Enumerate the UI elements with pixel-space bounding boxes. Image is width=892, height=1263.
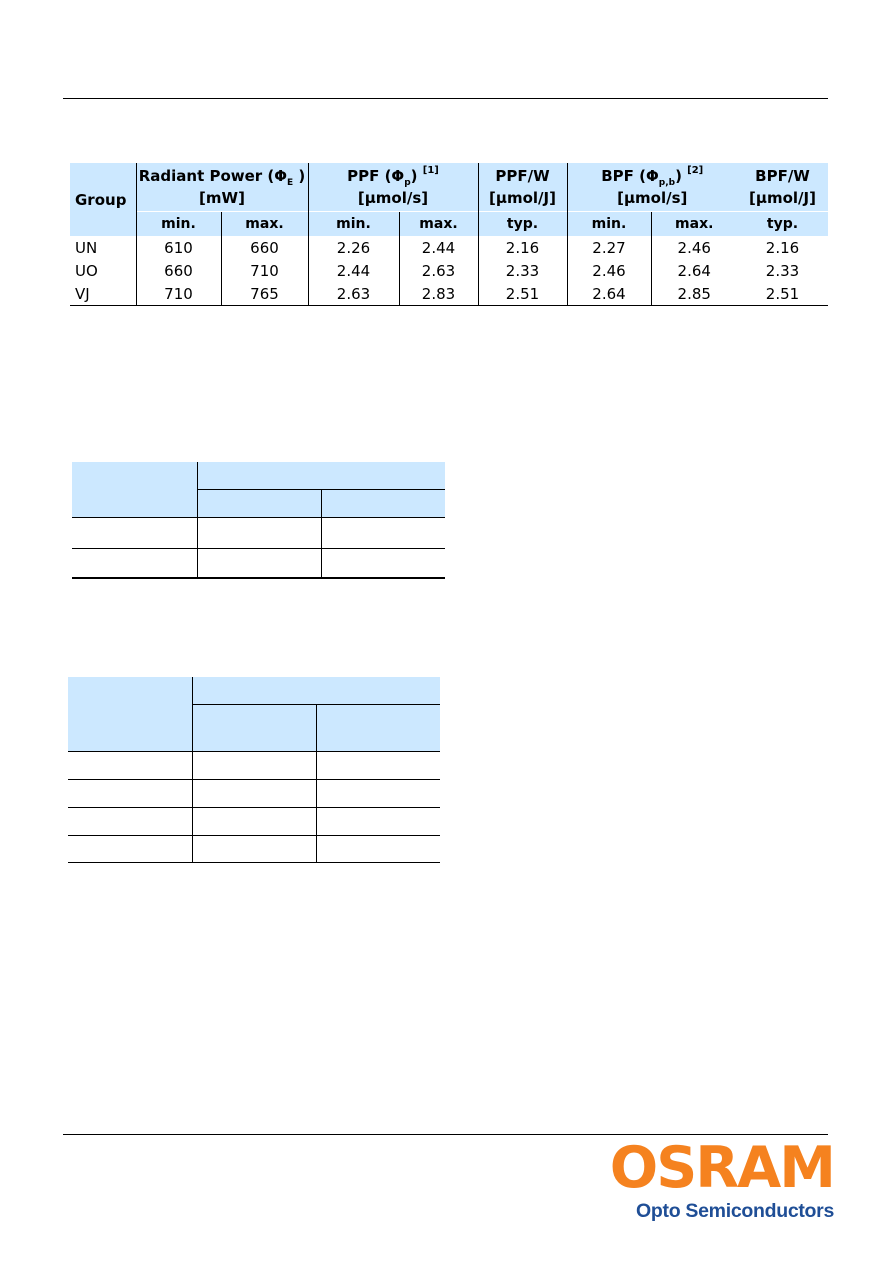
- table2-cell: [321, 518, 445, 549]
- table3-header-left: [68, 677, 192, 752]
- ppf-min-cell: 2.63: [308, 282, 399, 306]
- footnote-ref-2: [2]: [687, 165, 704, 176]
- brightness-groups-table: [70, 163, 828, 306]
- bpf-min-cell: 2.27: [567, 236, 651, 259]
- group-cell: UO: [75, 261, 98, 280]
- subheader-rp-max: max.: [221, 212, 308, 237]
- empty-table-2: [72, 462, 445, 579]
- table3-cell: [68, 752, 192, 780]
- osram-logo: [604, 1135, 834, 1228]
- subheader-ppf-max: max.: [399, 212, 478, 237]
- subheader-ppf-min: min.: [308, 212, 399, 237]
- table-row: [68, 780, 440, 808]
- ppfw-typ-cell: 2.16: [478, 236, 567, 259]
- table3-cell: [192, 780, 316, 808]
- rp-min-cell: 660: [136, 259, 221, 282]
- bpfw-typ-cell: 2.16: [765, 238, 800, 257]
- table3-cell: [68, 808, 192, 836]
- table3-cell: [316, 836, 440, 863]
- bpf-max-cell: 2.46: [651, 236, 737, 259]
- ppfw-typ-cell: 2.51: [478, 282, 567, 306]
- table2-cell: [197, 549, 321, 579]
- table3-cell: [68, 780, 192, 808]
- bpf-max-cell: 2.64: [651, 259, 737, 282]
- table3-cell: [316, 808, 440, 836]
- table3-subheader-2: [316, 705, 440, 752]
- table3-cell: [316, 780, 440, 808]
- bpf-min-cell: 2.64: [567, 282, 651, 306]
- bpfw-typ-cell: 2.33: [765, 261, 800, 280]
- table-row: [70, 259, 828, 282]
- header-rule: [63, 98, 828, 99]
- table3-header-span: [192, 677, 440, 705]
- header-bpfw: BPF/W [µmol/J]: [737, 163, 828, 212]
- rp-max-cell: 710: [221, 259, 308, 282]
- table2-cell: [72, 518, 197, 549]
- table2-cell: [321, 549, 445, 579]
- subheader-ppfw-typ: typ.: [478, 212, 567, 237]
- ppf-min-cell: 2.44: [308, 259, 399, 282]
- table2-header-span: [197, 462, 445, 490]
- table3-cell: [192, 808, 316, 836]
- table2-subheader-1: [197, 490, 321, 518]
- table3-cell: [192, 836, 316, 863]
- group-cell: UN: [75, 238, 98, 257]
- table3-cell: [192, 752, 316, 780]
- ppf-max-cell: 2.63: [399, 259, 478, 282]
- table-row: [68, 808, 440, 836]
- table3-subheader-1: [192, 705, 316, 752]
- table3-cell: [68, 836, 192, 863]
- rp-max-cell: 660: [221, 236, 308, 259]
- table-row: [68, 752, 440, 780]
- table-row: [70, 282, 828, 306]
- group-cell: VJ: [70, 282, 136, 306]
- logo-wordmark: OSRAM: [609, 1135, 834, 1201]
- ppf-max-cell: 2.44: [399, 236, 478, 259]
- empty-table-3: [68, 677, 440, 863]
- table-row: [70, 236, 828, 259]
- ppfw-typ-cell: 2.33: [478, 259, 567, 282]
- ppf-max-cell: 2.83: [399, 282, 478, 306]
- subheader-bpf-max: max.: [651, 212, 737, 237]
- bpf-max-cell: 2.85: [651, 282, 737, 306]
- table2-cell: [197, 518, 321, 549]
- table2-header-left: [72, 462, 197, 518]
- table-row: [72, 549, 445, 579]
- table2-subheader-2: [321, 490, 445, 518]
- footnote-ref-1: [1]: [422, 165, 439, 176]
- subheader-bpfw-typ: typ.: [737, 212, 828, 237]
- ppf-min-cell: 2.26: [308, 236, 399, 259]
- rp-min-cell: 610: [136, 236, 221, 259]
- rp-max-cell: 765: [221, 282, 308, 306]
- subheader-bpf-min: min.: [567, 212, 651, 237]
- table-row: [68, 836, 440, 863]
- bpfw-typ-cell: 2.51: [737, 282, 828, 306]
- bpf-min-cell: 2.46: [567, 259, 651, 282]
- subheader-rp-min: min.: [136, 212, 221, 237]
- header-bpf: BPF $(\Phi_{p,b})$ [2] [µmol/s]: [567, 163, 737, 212]
- table2-cell: [72, 549, 197, 579]
- header-group: Group: [70, 163, 136, 236]
- header-ppf: PPF $(\Phi_p)$ [1] [µmol/s]: [308, 163, 478, 212]
- table-row: [72, 518, 445, 549]
- table3-cell: [316, 752, 440, 780]
- rp-min-cell: 710: [136, 282, 221, 306]
- logo-tagline: Opto Semiconductors: [636, 1200, 834, 1222]
- header-radiant-power: Radiant Power ($\Phi_E$ ) [mW]: [136, 163, 308, 212]
- header-ppfw: PPF/W [µmol/J]: [478, 163, 567, 212]
